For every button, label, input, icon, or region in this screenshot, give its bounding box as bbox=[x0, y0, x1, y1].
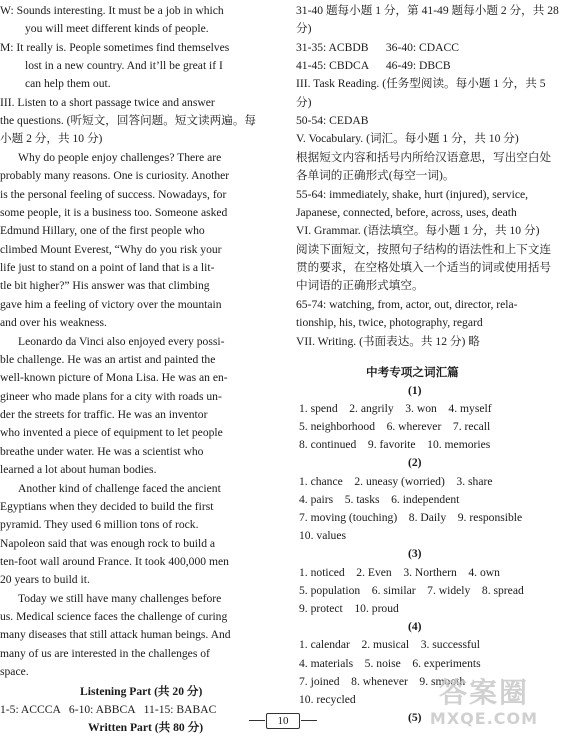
text-line: and over his weakness. bbox=[0, 316, 107, 329]
text-line: 小题 2 分，共 10 分) bbox=[0, 132, 103, 145]
section-heading: (3) bbox=[408, 547, 422, 560]
text-line: gineer who made plans for a city with roads un- bbox=[0, 390, 222, 403]
text-line: probably many reasons. One is curiosity. Another bbox=[0, 169, 230, 182]
text-line: 1. noticed 2. Even 3. Northern 4. own bbox=[299, 566, 500, 579]
text-line: Egyptians when they decided to build the first bbox=[0, 500, 214, 513]
text-line: the questions. (听短文，回答问题。短文读两遍。每 bbox=[0, 114, 257, 127]
watermark-url: MXQE.COM bbox=[429, 709, 539, 728]
text-line: breathe under water. He was a scientist who bbox=[0, 445, 204, 458]
text-line: Edmund Hillary, one of the first people who bbox=[0, 224, 205, 237]
text-line: lost in a new country. And it’ll be great if I bbox=[25, 59, 223, 72]
text-line: III. Task Reading. (任务型阅读。每小题 1 分，共 5 bbox=[296, 77, 546, 90]
section-heading: (1) bbox=[408, 384, 422, 397]
text-line: 31-40 题每小题 1 分，第 41-49 题每小题 2 分，共 28 bbox=[296, 4, 559, 17]
text-line: Another kind of challenge faced the ancient bbox=[18, 482, 221, 495]
text-line: pyramid. They used 6 million tons of rock. bbox=[0, 518, 199, 531]
text-line: gave him a feeling of victory over the mountain bbox=[0, 298, 222, 311]
text-line: Why do people enjoy challenges? There are bbox=[18, 151, 222, 164]
text-line: VII. Writing. (书面表达。共 12 分) 略 bbox=[296, 335, 480, 348]
site-watermark bbox=[409, 676, 559, 732]
text-line: 5. population 6. similar 7. widely 8. spread bbox=[299, 584, 524, 597]
section-heading: Written Part (共 80 分) bbox=[88, 721, 204, 734]
text-line: der the streets for traffic. He was an inventor bbox=[0, 408, 208, 421]
text-line: many of us are interested in the challenges of bbox=[0, 647, 210, 660]
text-line: 中词语的正确形式填空。 bbox=[296, 279, 424, 292]
text-line: who invented a piece of equipment to let people bbox=[0, 426, 223, 439]
watermark-logo-text: 答案圈 bbox=[438, 676, 529, 709]
text-line: 阅读下面短文，按照句子结构的语法性和上下文连 bbox=[296, 243, 552, 256]
text-line: tle bit higher?” His answer was that climbing bbox=[0, 279, 210, 292]
text-line: 31-35: ACBDB 36-40: CDACC bbox=[296, 41, 459, 54]
text-line: 8. continued 9. favorite 10. memories bbox=[299, 438, 491, 451]
text-line: 50-54: CEDAB bbox=[296, 114, 369, 127]
text-line: climbed Mount Everest, “Why do you risk your bbox=[0, 243, 222, 256]
text-line: can help them out. bbox=[25, 77, 111, 90]
text-line: 1. calendar 2. musical 3. successful bbox=[299, 638, 480, 651]
text-line: ble challenge. He was an artist and painted the bbox=[0, 353, 216, 366]
text-line: 1. spend 2. angrily 3. won 4. myself bbox=[299, 402, 492, 415]
text-line: 65-74: watching, from, actor, out, director, rela- bbox=[296, 298, 518, 311]
section-heading: (4) bbox=[408, 620, 422, 633]
text-line: 各单词的正确形式(每空一词)。 bbox=[296, 169, 455, 182]
text-line: 贯的要求，在空格处填入一个适当的词或使用括号 bbox=[296, 261, 552, 274]
text-line: 1-5: ACCCA 6-10: ABBCA 11-15: BABAC bbox=[0, 703, 217, 716]
section-heading: Listening Part (共 20 分) bbox=[80, 685, 203, 698]
text-line: well-known picture of Mona Lisa. He was an en- bbox=[0, 371, 228, 384]
section-heading: (5) bbox=[408, 711, 422, 724]
text-line: space. bbox=[0, 665, 29, 678]
text-line: 根据短文内容和括号内所给汉语意思，写出空白处 bbox=[296, 151, 552, 164]
text-line: M: It really is. People sometimes find themselves bbox=[0, 41, 230, 54]
text-line: 7. joined 8. whenever 9. smooth bbox=[299, 675, 466, 688]
text-line: is the personal feeling of success. Nowadays, for bbox=[0, 188, 227, 201]
text-line: Napoleon said that was enough rock to build a bbox=[0, 537, 216, 550]
text-line: 10. recycled bbox=[299, 693, 356, 706]
text-line: us. Medical science faces the challenge of curing bbox=[0, 610, 228, 623]
text-line: learned a lot about human bodies. bbox=[0, 463, 157, 476]
text-line: 分) bbox=[296, 22, 312, 35]
text-line: 10. values bbox=[299, 529, 347, 542]
text-line: 9. protect 10. proud bbox=[299, 602, 399, 615]
text-line: 4. pairs 5. tasks 6. independent bbox=[299, 493, 460, 506]
text-line: Leonardo da Vinci also enjoyed every possi- bbox=[18, 335, 225, 348]
text-line: 5. neighborhood 6. wherever 7. recall bbox=[299, 420, 491, 433]
text-line: some people, it is a business too. Someone asked bbox=[0, 206, 228, 219]
text-line: V. Vocabulary. (词汇。每小题 1 分，共 10 分) bbox=[296, 132, 519, 145]
text-line: 20 years to build it. bbox=[0, 573, 90, 586]
text-line: many diseases that still attack human beings. And bbox=[0, 628, 231, 641]
text-line: III. Listen to a short passage twice and answer bbox=[0, 96, 215, 109]
section-heading: 中考专项之词汇篇 bbox=[366, 366, 459, 379]
text-line: 55-64: immediately, shake, hurt (injured), service, bbox=[296, 188, 529, 201]
text-line: tionship, his, twice, photography, regard bbox=[296, 316, 483, 329]
text-line: W: Sounds interesting. It must be a job in which bbox=[0, 4, 224, 17]
text-line: life just to stand on a point of land that is a lit- bbox=[0, 261, 215, 274]
page-number: 10 bbox=[266, 713, 300, 729]
text-line: VI. Grammar. (语法填空。每小题 1 分，共 10 分) bbox=[296, 224, 540, 237]
text-line: 7. moving (touching) 8. Daily 9. responsible bbox=[299, 511, 523, 524]
text-line: 1. chance 2. uneasy (worried) 3. share bbox=[299, 475, 493, 488]
text-line: 41-45: CBDCA 46-49: DBCB bbox=[296, 59, 451, 72]
text-line: Japanese, connected, before, across, uses, death bbox=[296, 206, 517, 219]
section-heading: (2) bbox=[408, 456, 422, 469]
text-line: 分) bbox=[296, 96, 312, 109]
text-line: Today we still have many challenges before bbox=[18, 592, 222, 605]
text-line: 4. materials 5. noise 6. experiments bbox=[299, 657, 481, 670]
text-line: ten-foot wall around France. It took 400,000 men bbox=[0, 555, 229, 568]
text-line: you will meet different kinds of people. bbox=[25, 22, 209, 35]
